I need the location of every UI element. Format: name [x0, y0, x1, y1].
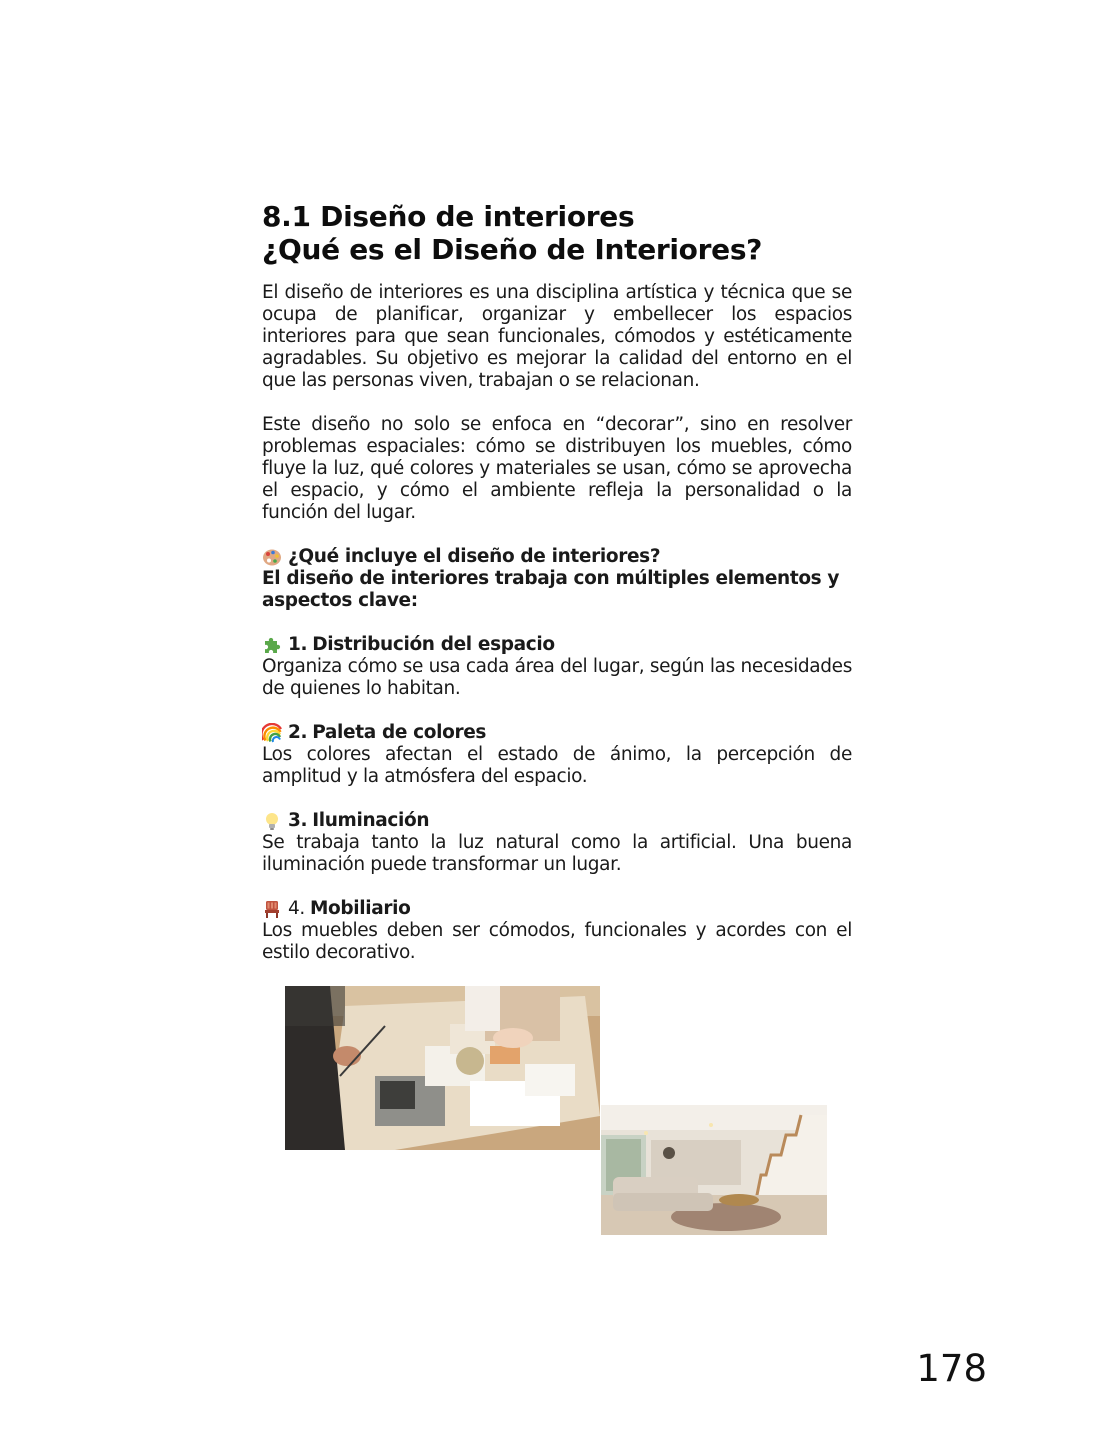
second-paragraph: Este diseño no solo se enfoca en “decorar”, sino en resolver problemas espaciales: cómo se distribuyen los muebles, cómo fluye la luz, qué colores y materiales se usan, cómo se aprovecha el espacio, y cómo el ambiente refleja la personalidad o la función del lugar.: [262, 414, 852, 523]
includes-statement: El diseño de interiores trabaja con múltiples elementos y aspectos clave:: [262, 568, 840, 611]
section-lighting: [262, 810, 852, 876]
section-label: Mobiliario: [309, 898, 411, 919]
chair-icon: [262, 899, 282, 919]
section-colors: [262, 722, 852, 788]
puzzle-piece-icon: [262, 635, 282, 655]
section-body: Se trabaja tanto la luz natural como la artificial. Una buena iluminación puede transformar un lugar.: [262, 832, 852, 875]
section-number: 4.: [288, 898, 305, 919]
page-content: [262, 200, 852, 964]
page-title: [262, 200, 852, 266]
section-body: Los colores afectan el estado de ánimo, la percepción de amplitud y la atmósfera del espacio.: [262, 744, 852, 787]
section-number: 3.: [288, 810, 308, 831]
section-furniture: [262, 898, 852, 964]
rainbow-icon: [262, 723, 282, 743]
section-label: Paleta de colores: [312, 722, 487, 743]
section-label: Iluminación: [312, 810, 430, 831]
section-heading: [262, 722, 852, 744]
title-line-1: 8.1 Diseño de interiores: [262, 200, 635, 233]
section-number: 1.: [288, 634, 308, 655]
light-bulb-icon: [262, 811, 282, 831]
section-heading: [262, 634, 852, 656]
includes-block: [262, 546, 852, 612]
living-room-photo: [601, 1105, 827, 1235]
section-body: Organiza cómo se usa cada área del lugar, según las necesidades de quienes lo habitan.: [262, 656, 852, 699]
section-body: Los muebles deben ser cómodos, funcionales y acordes con el estilo decorativo.: [262, 920, 852, 963]
includes-question: [262, 546, 852, 568]
section-heading: [262, 898, 852, 920]
section-heading: [262, 810, 852, 832]
design-samples-photo: [285, 986, 600, 1150]
section-distribution: [262, 634, 852, 700]
page-number: 178: [916, 1347, 987, 1390]
section-number: 2.: [288, 722, 308, 743]
section-label: Distribución del espacio: [312, 634, 555, 655]
includes-question-text: ¿Qué incluye el diseño de interiores?: [288, 546, 661, 567]
intro-paragraph: El diseño de interiores es una disciplina artística y técnica que se ocupa de planificar, organizar y embellecer los espacios interiores para que sean funcionales, cómodos y estéticamente agradables. Su objetivo es mejorar la calidad del entorno en el que las personas viven, trabajan o se relacionan.: [262, 282, 852, 391]
artist-palette-icon: [262, 547, 282, 567]
title-line-2: ¿Qué es el Diseño de Interiores?: [262, 233, 763, 266]
